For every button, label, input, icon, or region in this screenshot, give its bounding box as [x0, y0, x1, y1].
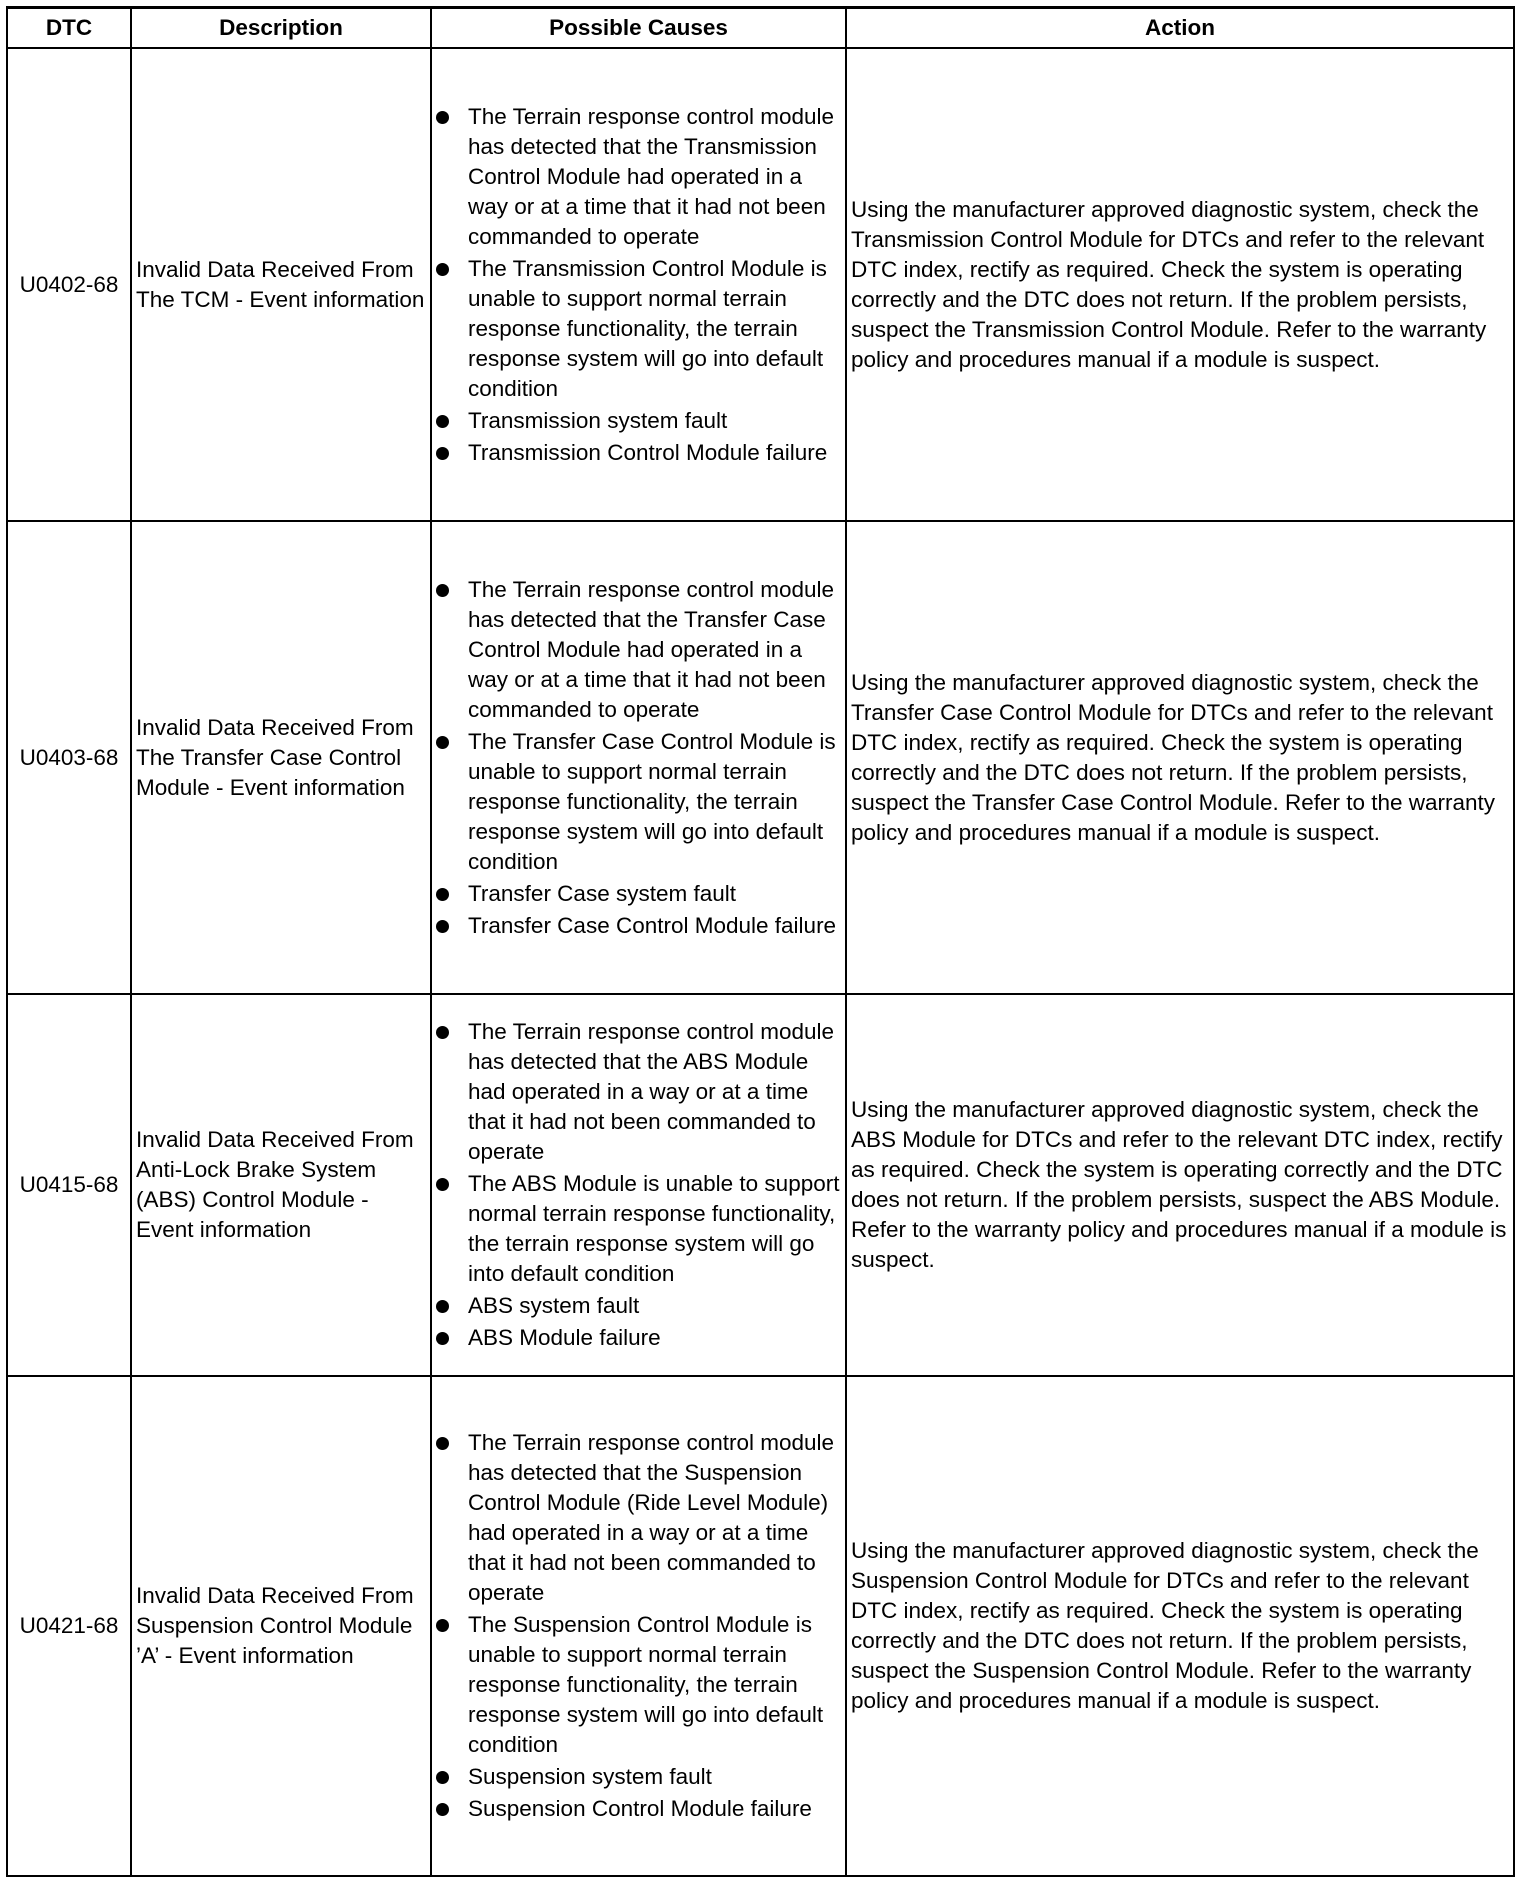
possible-causes-list: [436, 1017, 841, 1353]
header-row: [7, 8, 1514, 49]
header-possible-causes: Possible Causes: [431, 8, 846, 49]
cause-item: Transfer Case system fault: [436, 879, 841, 909]
dtc-table: [6, 6, 1515, 1877]
action-text: Using the manufacturer approved diagnostic system, check the Transmission Control Module for DTCs and refer to the relevant DTC index, rectify as required. Check the system is operating correctly and the DTC does not return. If the problem persists, suspect the Transmission Control Module. Refer to the warranty policy and procedures manual if a module is suspect.: [846, 48, 1514, 521]
dtc-code: U0415-68: [7, 994, 131, 1376]
cause-item: The Transmission Control Module is unable to support normal terrain response functionality, the terrain response system will go into default condition: [436, 254, 841, 404]
cause-item: The Transfer Case Control Module is unable to support normal terrain response functionality, the terrain response system will go into default condition: [436, 727, 841, 877]
possible-causes-cell: [431, 994, 846, 1376]
cause-item: The Suspension Control Module is unable to support normal terrain response functionality, the terrain response system will go into default condition: [436, 1610, 841, 1760]
header-action: Action: [846, 8, 1514, 49]
dtc-description: Invalid Data Received From Anti-Lock Brake System (ABS) Control Module - Event information: [131, 994, 431, 1376]
cause-item: Transmission system fault: [436, 406, 841, 436]
possible-causes-list: [436, 102, 841, 468]
table-row: [7, 1376, 1514, 1876]
action-text: Using the manufacturer approved diagnostic system, check the Transfer Case Control Module for DTCs and refer to the relevant DTC index, rectify as required. Check the system is operating correctly and the DTC does not return. If the problem persists, suspect the Transfer Case Control Module. Refer to the warranty policy and procedures manual if a module is suspect.: [846, 521, 1514, 994]
cause-item: Suspension system fault: [436, 1762, 841, 1792]
header-dtc: DTC: [7, 8, 131, 49]
cause-item: Transfer Case Control Module failure: [436, 911, 841, 941]
cause-item: The Terrain response control module has detected that the Transfer Case Control Module had operated in a way or at a time that it had not been commanded to operate: [436, 575, 841, 725]
cause-item: Suspension Control Module failure: [436, 1794, 841, 1824]
cause-item: The Terrain response control module has detected that the Suspension Control Module (Ride Level Module) had operated in a way or at a time that it had not been commanded to operate: [436, 1428, 841, 1608]
cause-item: The Terrain response control module has detected that the ABS Module had operated in a way or at a time that it had not been commanded to operate: [436, 1017, 841, 1167]
dtc-code: U0402-68: [7, 48, 131, 521]
possible-causes-list: [436, 575, 841, 941]
action-text: Using the manufacturer approved diagnostic system, check the ABS Module for DTCs and refer to the relevant DTC index, rectify as required. Check the system is operating correctly and the DTC does not return. If the problem persists, suspect the ABS Module. Refer to the warranty policy and procedures manual if a module is suspect.: [846, 994, 1514, 1376]
dtc-description: Invalid Data Received From The TCM - Event information: [131, 48, 431, 521]
table-row: [7, 48, 1514, 521]
header-description: Description: [131, 8, 431, 49]
dtc-code: U0421-68: [7, 1376, 131, 1876]
table-row: [7, 994, 1514, 1376]
possible-causes-cell: [431, 48, 846, 521]
action-text: Using the manufacturer approved diagnostic system, check the Suspension Control Module for DTCs and refer to the relevant DTC index, rectify as required. Check the system is operating correctly and the DTC does not return. If the problem persists, suspect the Suspension Control Module. Refer to the warranty policy and procedures manual if a module is suspect.: [846, 1376, 1514, 1876]
cause-item: The ABS Module is unable to support normal terrain response functionality, the terrain response system will go into default condition: [436, 1169, 841, 1289]
dtc-document: [6, 6, 1513, 1872]
cause-item: Transmission Control Module failure: [436, 438, 841, 468]
cause-item: ABS system fault: [436, 1291, 841, 1321]
cause-item: ABS Module failure: [436, 1323, 841, 1353]
dtc-code: U0403-68: [7, 521, 131, 994]
dtc-description: Invalid Data Received From The Transfer Case Control Module - Event information: [131, 521, 431, 994]
possible-causes-cell: [431, 521, 846, 994]
table-row: [7, 521, 1514, 994]
cause-item: The Terrain response control module has detected that the Transmission Control Module had operated in a way or at a time that it had not been commanded to operate: [436, 102, 841, 252]
possible-causes-cell: [431, 1376, 846, 1876]
possible-causes-list: [436, 1428, 841, 1824]
dtc-description: Invalid Data Received From Suspension Control Module ’A’ - Event information: [131, 1376, 431, 1876]
